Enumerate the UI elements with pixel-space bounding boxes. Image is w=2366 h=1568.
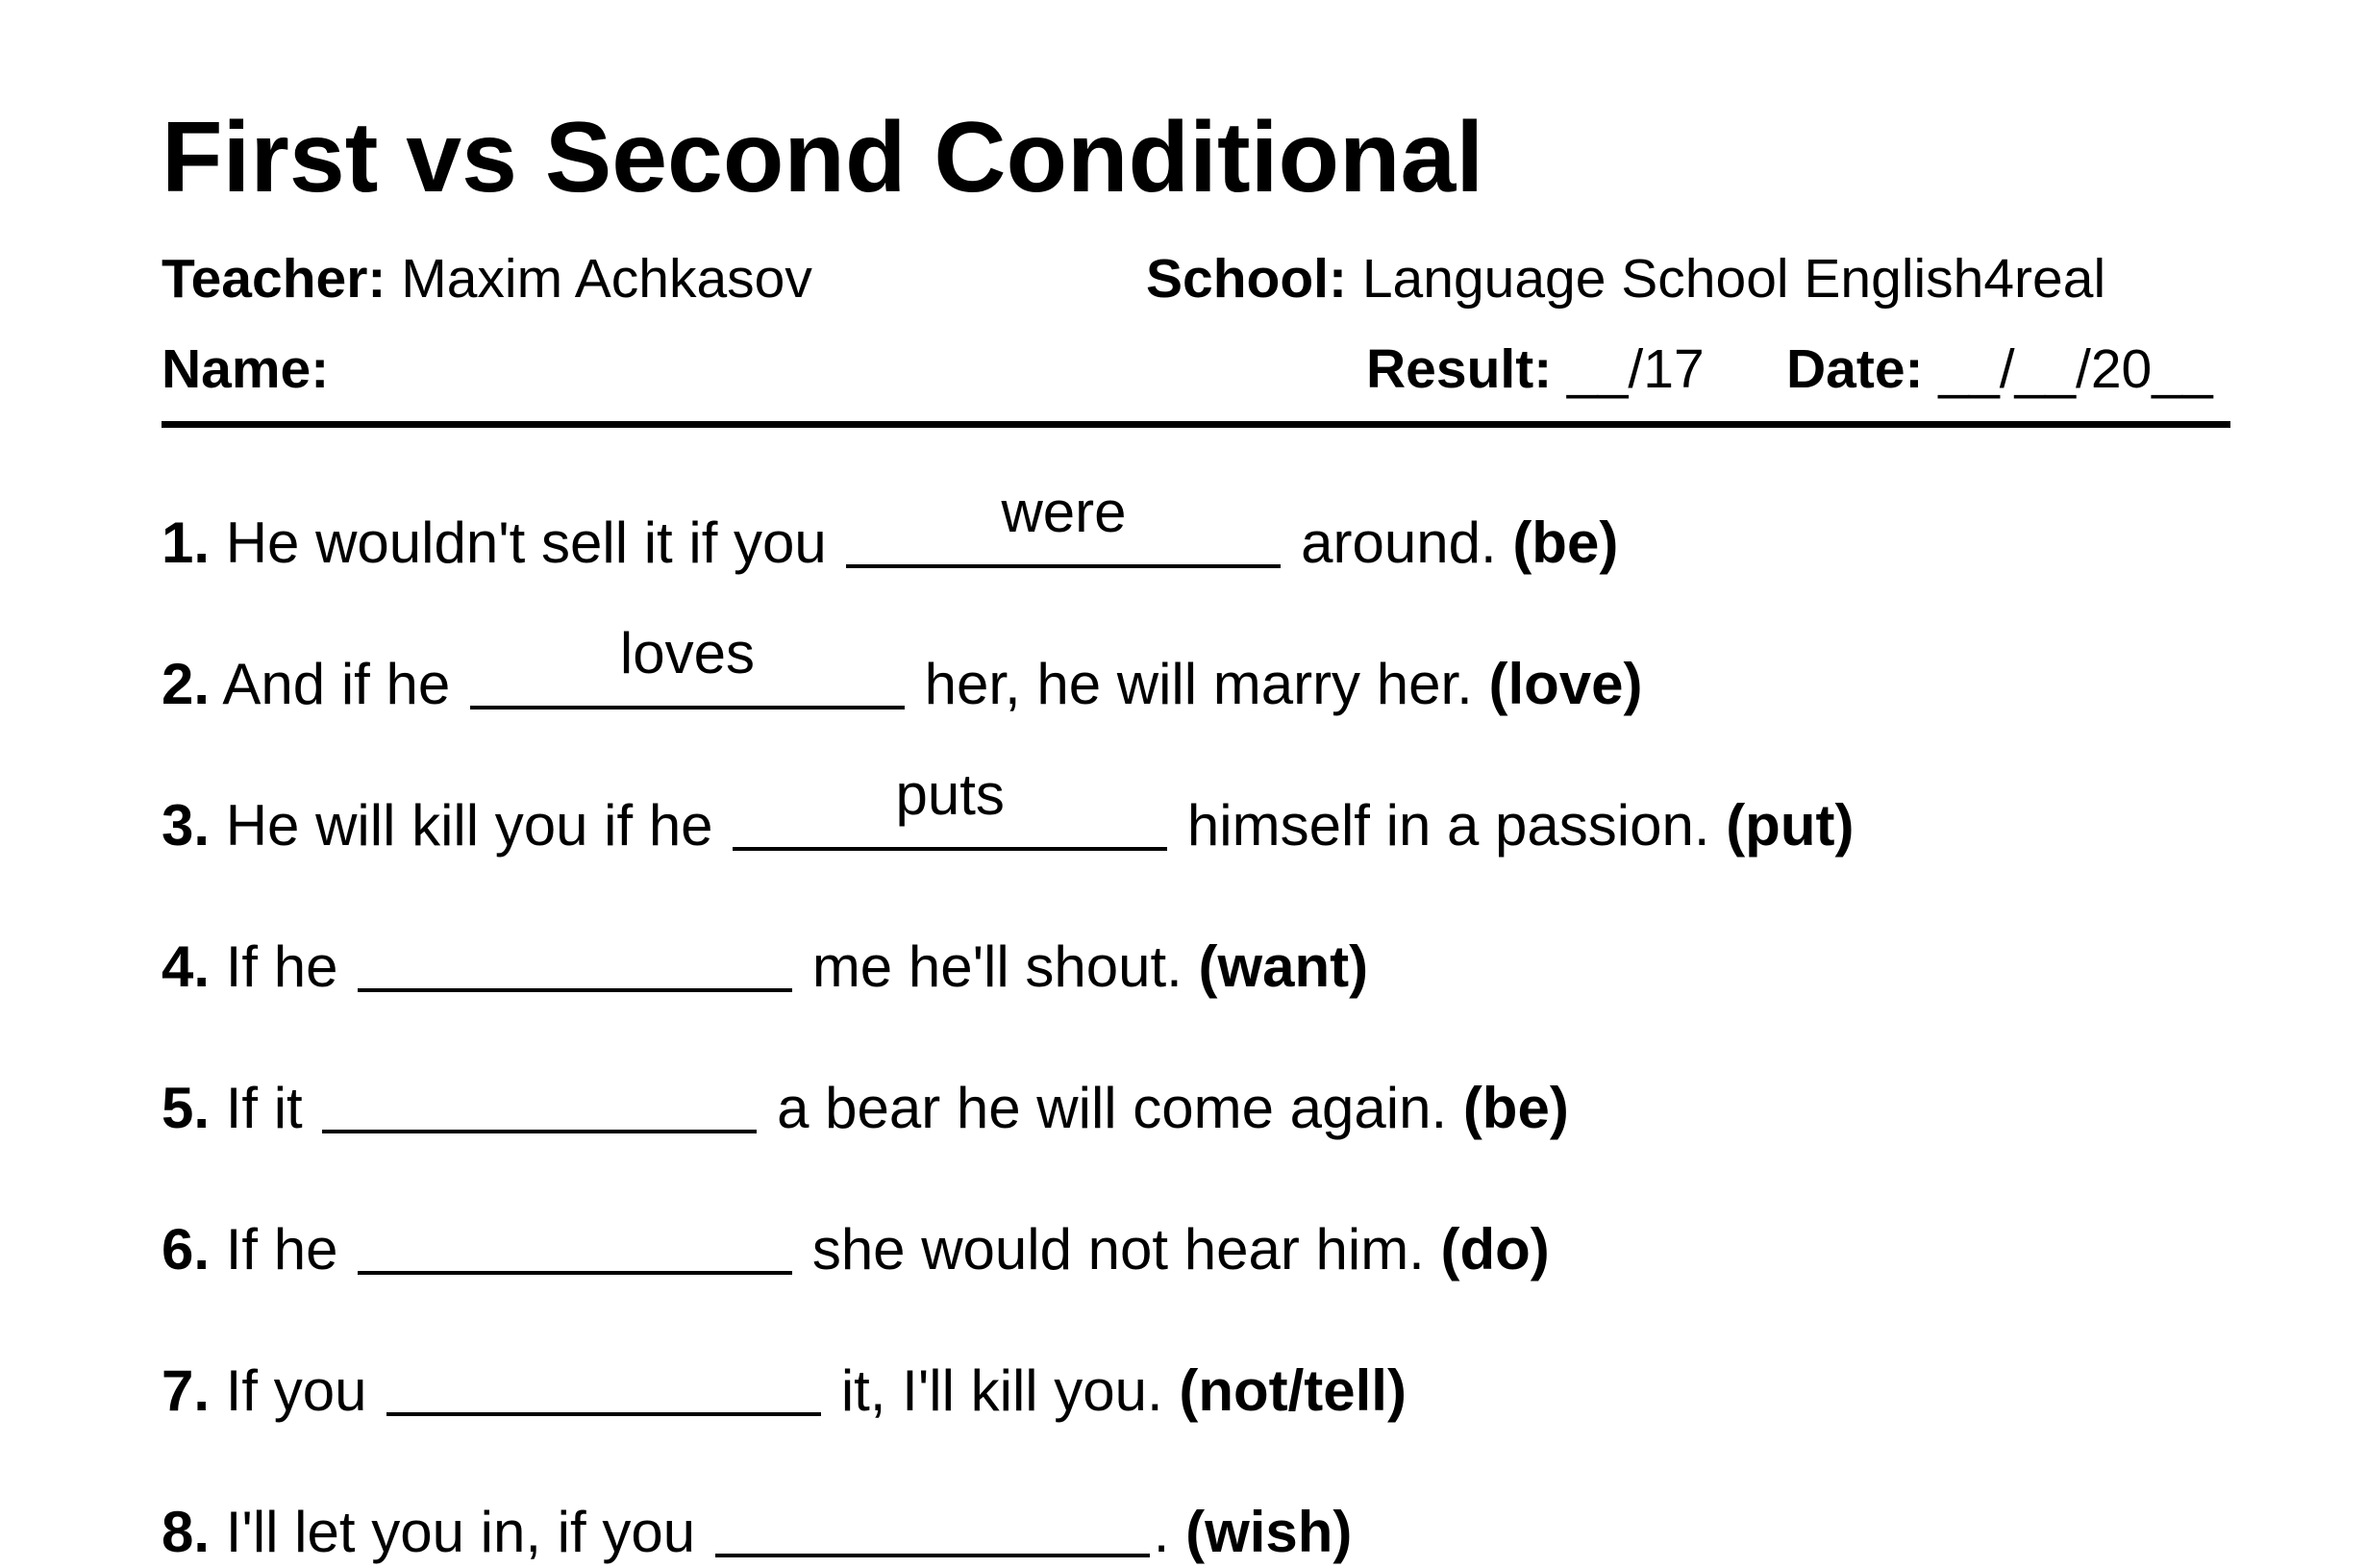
teacher-value: Maxim Achkasov <box>401 248 812 310</box>
answer-blank[interactable] <box>846 480 1281 562</box>
answer-blank[interactable] <box>386 1353 821 1410</box>
question-text-after: himself in a passion. <box>1186 793 1710 858</box>
question-3 <box>162 762 1855 858</box>
question-1 <box>162 480 1619 575</box>
verb-hint: (not/tell) <box>1179 1358 1407 1423</box>
answer-blank[interactable] <box>470 621 905 704</box>
question-text-before: And if he <box>222 652 451 716</box>
question-text-before: He wouldn't sell it if you <box>225 510 827 575</box>
answer-underline <box>846 564 1281 568</box>
school-label: School: <box>1146 248 1347 310</box>
date-field <box>1786 338 2213 400</box>
answer-text: puts <box>895 762 1005 827</box>
verb-hint: (be) <box>1462 1076 1569 1140</box>
answer-text: were <box>1001 480 1127 544</box>
answer-blank[interactable] <box>358 929 792 986</box>
question-number: 6. <box>162 1217 211 1282</box>
question-text-before: If you <box>225 1358 367 1423</box>
teacher-field <box>162 248 812 310</box>
answer-blank[interactable] <box>733 762 1167 845</box>
question-number: 3. <box>162 793 211 858</box>
question-8 <box>162 1494 1353 1564</box>
answer-underline <box>733 847 1167 851</box>
date-label: Date: <box>1786 338 1924 400</box>
answer-underline <box>715 1554 1150 1557</box>
question-number: 2. <box>162 652 211 716</box>
result-value: __/17 <box>1567 338 1705 400</box>
teacher-label: Teacher: <box>162 248 386 310</box>
worksheet-title: First vs Second Conditional <box>162 102 1484 213</box>
result-label: Result: <box>1366 338 1553 400</box>
question-text-after: her, he will marry her. <box>924 652 1473 716</box>
verb-hint: (wish) <box>1185 1500 1353 1564</box>
result-field <box>1366 338 1705 400</box>
question-text-after: me he'll shout. <box>811 934 1183 999</box>
verb-hint: (love) <box>1488 652 1643 716</box>
answer-text: loves <box>619 621 755 685</box>
question-text-after: she would not hear him. <box>811 1217 1425 1282</box>
question-number: 1. <box>162 510 211 575</box>
question-6 <box>162 1211 1550 1282</box>
answer-underline <box>358 988 792 992</box>
question-text-before: He will kill you if he <box>225 793 713 858</box>
question-4 <box>162 929 1369 999</box>
question-text-before: If he <box>225 1217 338 1282</box>
answer-underline <box>322 1130 757 1133</box>
question-number: 7. <box>162 1358 211 1423</box>
question-text-after: a bear he will come again. <box>777 1076 1448 1140</box>
answer-underline <box>386 1412 821 1416</box>
name-label: Name: <box>162 338 330 400</box>
verb-hint: (be) <box>1512 510 1619 575</box>
question-text-before: I'll let you in, if you <box>225 1500 696 1564</box>
question-text-after: it, I'll kill you. <box>840 1358 1163 1423</box>
question-5 <box>162 1070 1569 1140</box>
verb-hint: (want) <box>1198 934 1369 999</box>
name-field <box>162 338 330 400</box>
question-text-after: . <box>1153 1500 1170 1564</box>
header-divider <box>162 421 2230 428</box>
answer-blank[interactable] <box>358 1211 792 1269</box>
question-text-after: around. <box>1301 510 1497 575</box>
verb-hint: (do) <box>1440 1217 1550 1282</box>
question-number: 4. <box>162 934 211 999</box>
answer-blank[interactable] <box>715 1494 1150 1552</box>
answer-underline <box>470 706 905 709</box>
school-value: Language School English4real <box>1361 248 2106 310</box>
question-7 <box>162 1353 1407 1423</box>
question-text-before: If it <box>225 1076 303 1140</box>
question-number: 8. <box>162 1500 211 1564</box>
question-text-before: If he <box>225 934 338 999</box>
school-field <box>1146 248 2106 310</box>
question-number: 5. <box>162 1076 211 1140</box>
verb-hint: (put) <box>1726 793 1855 858</box>
answer-blank[interactable] <box>322 1070 757 1128</box>
answer-underline <box>358 1271 792 1275</box>
date-value: __/__/20__ <box>1938 338 2213 400</box>
question-2 <box>162 621 1643 716</box>
